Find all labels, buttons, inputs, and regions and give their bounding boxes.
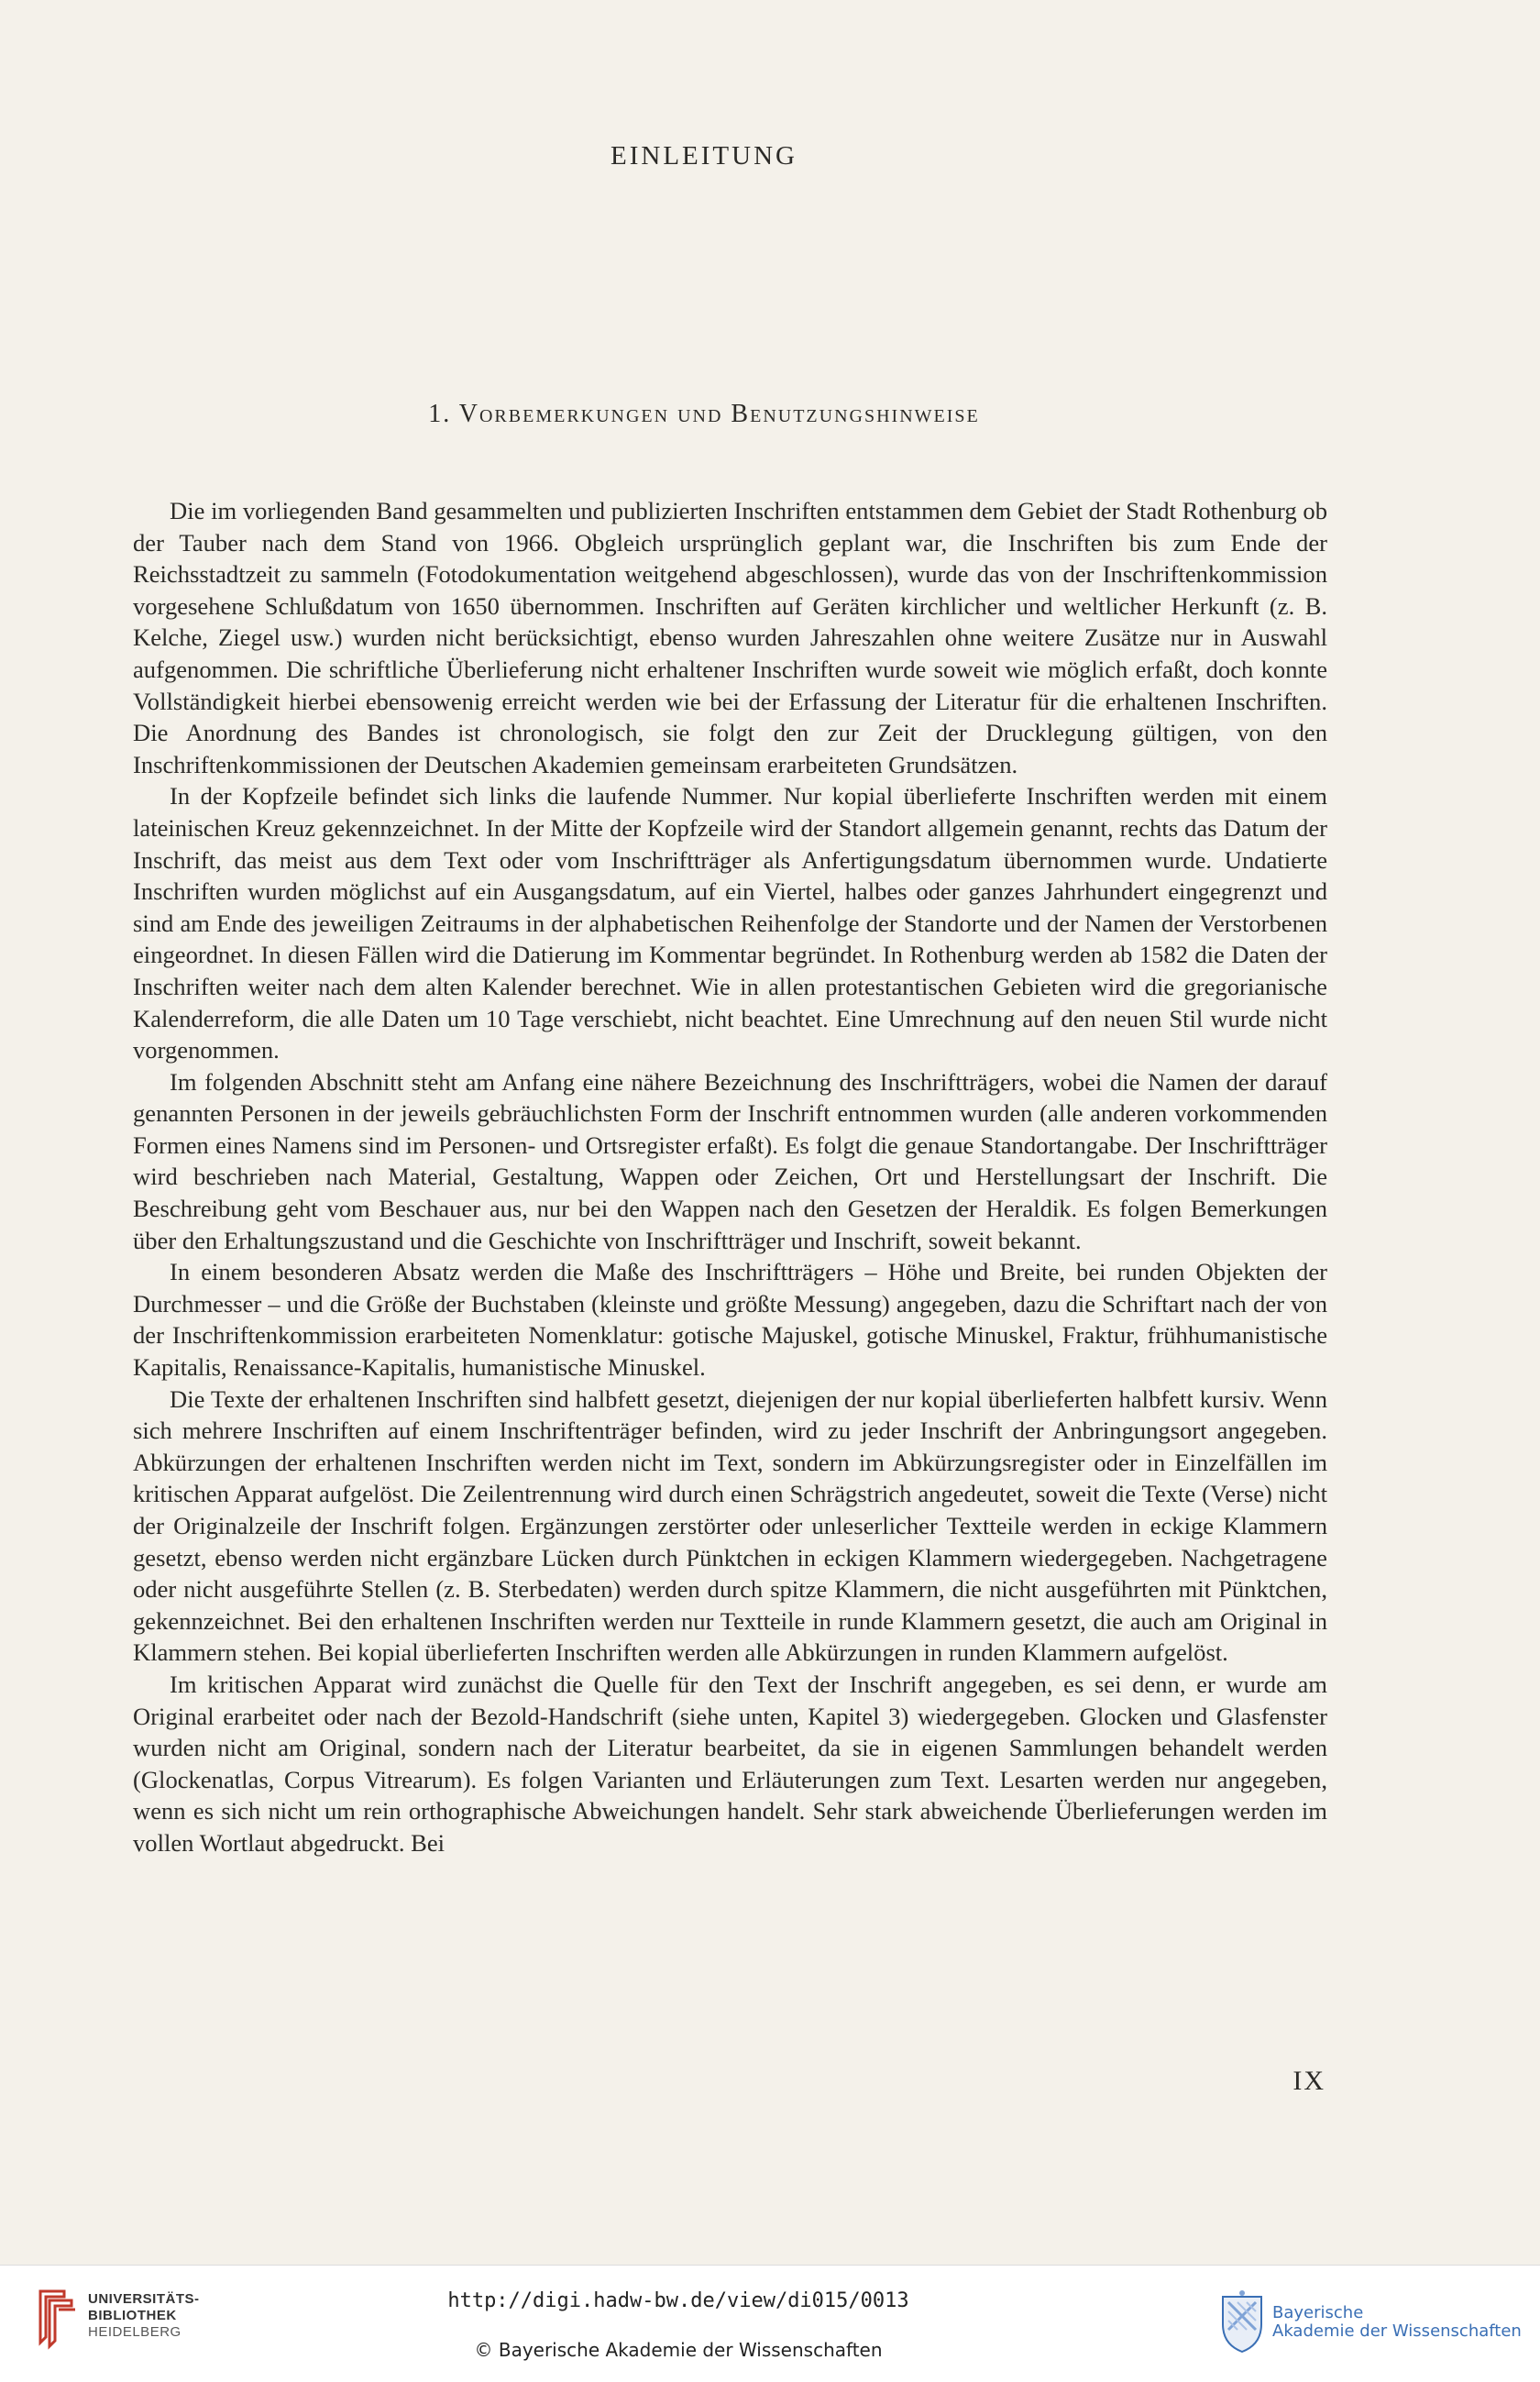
section-heading: 1. Vorbemerkungen und Benutzungshinweise <box>428 400 980 428</box>
paragraph-6: Im kritischen Apparat wird zunächst die Quelle für den Text der Inschrift angegeben, es sei denn, er wurde am Original erarbeitet oder nach der Bezold-Handschrift (siehe unten, Kapitel 3) wiedergegeben. Glocken und Glasfenster wurden nicht am Original, sondern nach der Literatur bearbeitet, da sie in eigenen Sammlungen behandelt werden (Glockenatlas, Corpus Vitrearum). Es folgen Varianten und Erläuterungen zum Text. Lesarten werden nur angegeben, wenn es sich nicht um rein orthographische Abweichungen handelt. Sehr stark abweichende Überlieferungen werden im vollen Wortlaut abgedruckt. Bei <box>133 1670 1327 1857</box>
paragraph-1: Die im vorliegenden Band gesammelten und publizierten Inschriften entstammen dem Gebiet der Stadt Rothenburg ob der Tauber nach dem Stand von 1966. Obgleich ursprünglich geplant war, die Inschriften bis zum Ende der Reichsstadtzeit zu sammeln (Fotodokumentation weitgehend abgeschlossen), wurde das von der Inschriftenkommission vorgesehene Schlußdatum von 1650 übernommen. Inschriften auf Geräten kirchlicher und weltlicher Herkunft (z. B. Kelche, Ziegel usw.) wurden nicht berücksichtigt, ebenso wurden Jahreszahlen ohne weitere Zusätze nur in Auswahl aufgenommen. Die schriftliche Überlieferung nicht erhaltener Inschriften wurde soweit wie möglich erfaßt, doch konnte Vollständigkeit hierbei ebensowenig erreicht werden wie bei der Erfassung der Literatur für die erhaltenen Inschriften. Die Anordnung des Bandes ist chronologisch, sie folgt den zur Zeit der Drucklegung gültigen, von den Inschriftenkommissionen der Deutschen Akademien gemeinsam erarbeiteten Grundsätzen. <box>133 497 1327 778</box>
copyright-text: © Bayerische Akademie der Wissenschaften <box>474 2339 883 2361</box>
page-heading: EINLEITUNG <box>610 141 798 171</box>
document-url-link[interactable]: http://digi.hadw-bw.de/view/di015/0013 <box>447 2289 909 2312</box>
page-number: IX <box>1292 2066 1326 2096</box>
paragraph-2: In der Kopfzeile befindet sich links die laufende Nummer. Nur kopial überlieferte Inschriften werden mit einem lateinischen Kreuz gekennzeichnet. In der Mitte der Kopfzeile wird der Standort allgemein genannt, rechts das Datum der Inschrift, das meist aus dem Text oder vom Inschriftträger als Anfertigungsdatum übernommen wurde. Undatierte Inschriften wurden möglichst auf ein Ausgangsdatum, auf ein Viertel, halbes oder ganzes Jahrhundert eingegrenzt und sind am Ende des jeweiligen Zeitraums in der alphabetischen Reihenfolge der Standorte und der Namen der Verstorbenen eingeordnet. In diesen Fällen wird die Datierung im Kommentar begründet. In Rothenburg werden ab 1582 die Daten der Inschriften weiter nach dem alten Kalender berechnet. Wie in allen protestantischen Gebieten wird die gregorianische Kalenderreform, die alle Daten um 10 Tage verschiebt, nicht beachtet. Eine Umrechnung auf den neuen Stil wurde nicht vorgenommen. <box>133 782 1327 1064</box>
library-line-2: BIBLIOTHEK <box>88 2308 177 2323</box>
paragraph-3: Im folgenden Abschnitt steht am Anfang eine nähere Bezeichnung des Inschriftträgers, wobei die Namen der darauf genannten Personen in der jeweils gebräuchlichsten Form der Inschrift entnommen wurden (alle anderen vorkommenden Formen eines Namens sind im Personen- und Ortsregister erfaßt). Es folgt die genaue Standortangabe. Der Inschriftträger wird beschrieben nach Material, Gestaltung, Wappen oder Zeichen, Ort und Herstellungsart der Inschrift. Die Beschreibung geht vom Beschauer aus, nur bei den Wappen nach den Gesetzen der Heraldik. Es folgen Bemerkungen über den Erhaltungszustand und die Geschichte von Inschriftträger und Inschrift, soweit bekannt. <box>133 1067 1327 1254</box>
footer <box>0 2265 1540 2382</box>
paragraph-4: In einem besonderen Absatz werden die Maße des Inschriftträgers – Höhe und Breite, bei runden Objekten der Durchmesser – und die Größe der Buchstaben (kleinste und größte Messung) angegeben, dazu die Schriftart nach der von der Inschriftenkommission erarbeiteten Nomenklatur: gotische Majuskel, gotische Minuskel, Fraktur, frühhumanistische Kapitalis, Renaissance-Kapitalis, humanistische Minuskel. <box>133 1258 1327 1382</box>
paragraph-5: Die Texte der erhaltenen Inschriften sind halbfett gesetzt, diejenigen der nur kopial überlieferten halbfett kursiv. Wenn sich mehrere Inschriften auf einem Inschriftenträger befinden, wird zu jeder Inschrift der Anbringungsort angegeben. Abkürzungen der erhaltenen Inschriften werden nicht im Text, sondern im Abkürzungsregister oder in Einzelfällen im kritischen Apparat aufgelöst. Die Zeilentrennung wird durch einen Schrägstrich angedeutet, soweit die Texte (Verse) nicht der Originalzeile der Inschrift folgen. Ergänzungen zerstörter oder unleserlicher Textteile werden in eckige Klammern gesetzt, ebenso werden nicht ergänzbare Lücken durch Pünktchen in eckigen Klammern wiedergegeben. Nachgetragene oder nicht ausgeführte Stellen (z. B. Sterbedaten) werden durch spitze Klammern, die nicht ausgeführten mit Pünktchen, gekennzeichnet. Bei den erhaltenen Inschriften werden nur Textteile in runde Klammern gesetzt, die auch am Original in Klammern stehen. Bei kopial überlieferten Inschriften werden alle Abkürzungen in runden Klammern aufgelöst. <box>133 1384 1327 1667</box>
library-line-1: UNIVERSITÄTS- <box>88 2291 200 2307</box>
academy-name[interactable] <box>1272 2304 1522 2341</box>
academy-line-1: Bayerische <box>1272 2303 1364 2322</box>
library-line-3: HEIDELBERG <box>88 2324 182 2340</box>
academy-line-2: Akademie der Wissenschaften <box>1272 2321 1522 2341</box>
academy-crest-icon[interactable] <box>1216 2289 1269 2355</box>
body-text <box>133 495 1327 1859</box>
